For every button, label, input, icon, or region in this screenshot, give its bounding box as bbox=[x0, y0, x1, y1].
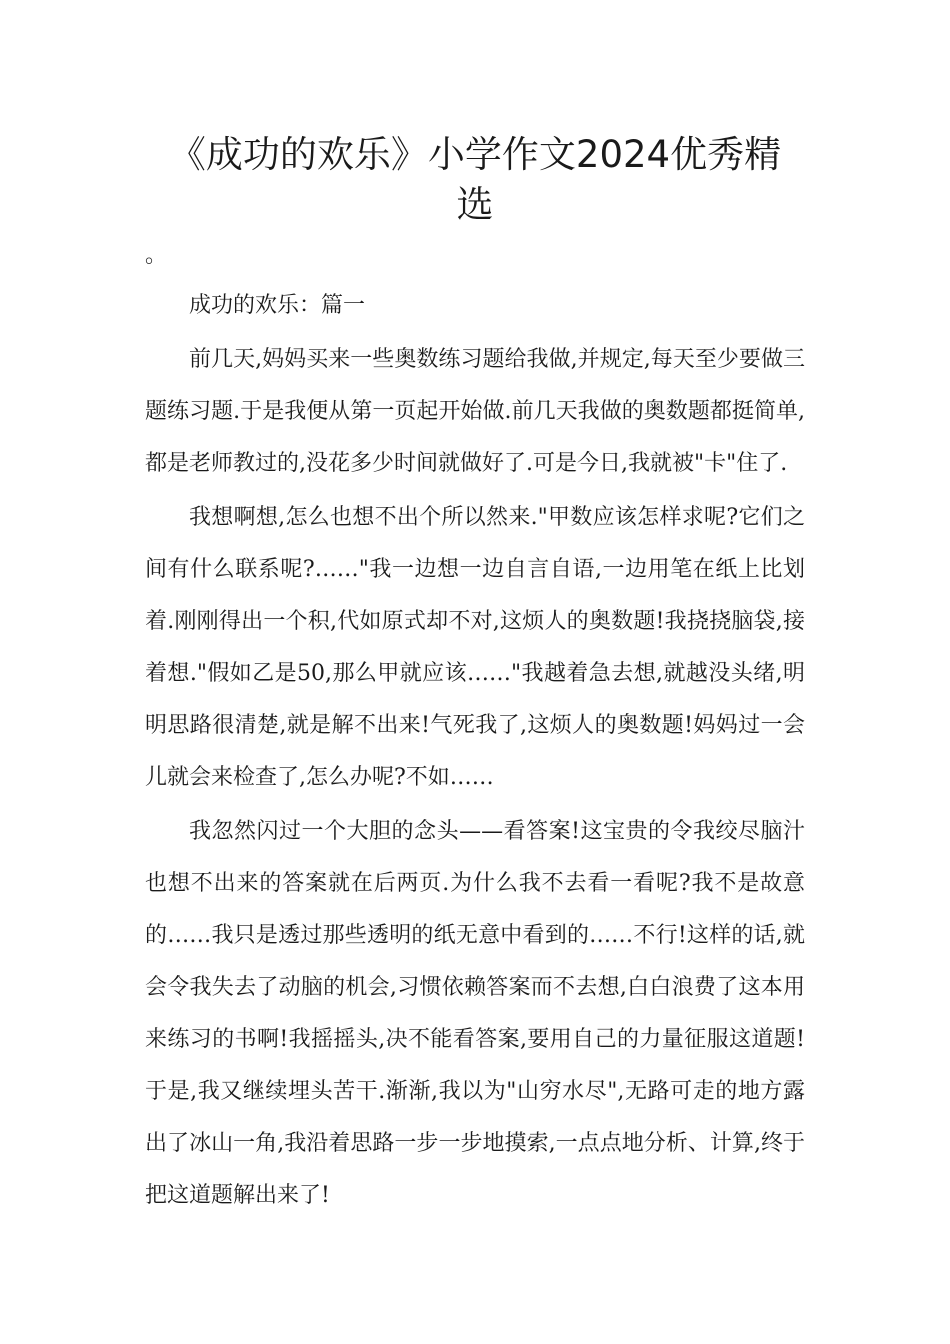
section-heading: 成功的欢乐：篇一 bbox=[189, 293, 366, 318]
paragraph-2: 我想啊想,怎么也想不出个所以然来."甲数应该怎样求呢?它们之间有什么联系呢?……"我一边想一边自言自语,一边用笔在纸上比划着.刚刚得出一个积,代如原式却不对,这烦人的奥数题!我挠挠脑袋,接着想."假如乙是50,那么甲就应该……"我越着急去想,就越没头绪,明明思路很清楚,就是解不出来!气死我了,这烦人的奥数题!妈妈过一会儿就会来检查了,怎么办呢?不如…… bbox=[145, 505, 805, 790]
paragraph-3: 我忽然闪过一个大胆的念头——看答案!这宝贵的令我绞尽脑汁也想不出来的答案就在后两页.为什么我不去看一看呢?我不是故意的……我只是透过那些透明的纸无意中看到的……不行!这样的话,就会令我失去了动脑的机会,习惯依赖答案而不去想,白白浪费了这本用来练习的书啊!我摇摇头,决不能看答案,要用自己的力量征服这道题!于是,我又继续埋头苦干.渐渐,我以为"山穷水尽",无路可走的地方露出了冰山一角,我沿着思路一步一步地摸索,一点点地分析、计算,终于把这道题解出来了! bbox=[145, 819, 805, 1208]
document-title: 《成功的欢乐》小学作文2024优秀精选 bbox=[168, 133, 782, 226]
leading-mark: 。 bbox=[145, 243, 168, 268]
paragraph-1: 前几天,妈妈买来一些奥数练习题给我做,并规定,每天至少要做三题练习题.于是我便从第一页起开始做.前几天我做的奥数题都挺简单,都是老师教过的,没花多少时间就做好了.可是今日,我就被"卡"住了. bbox=[145, 347, 805, 476]
